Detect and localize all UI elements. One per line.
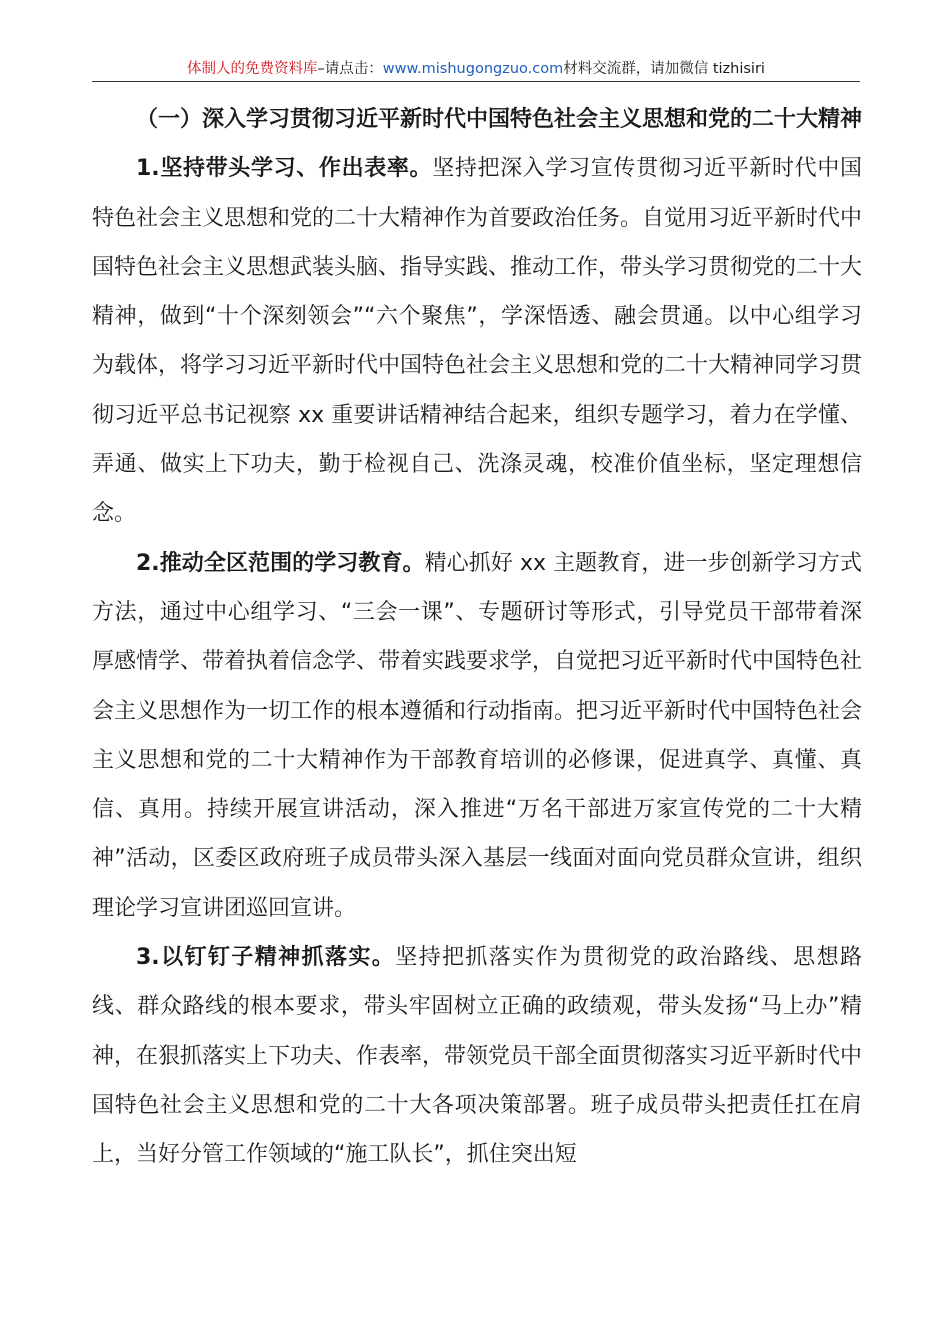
header-url-link[interactable]: www.mishugongzuo.com: [382, 61, 564, 77]
paragraph-3: [92, 933, 862, 1179]
paragraph-2: [92, 539, 862, 933]
header-divider: [92, 81, 860, 82]
paragraph-2-lead: 2.推动全区范围的学习教育。: [136, 550, 425, 576]
header-brand: 体制人的免费资料库: [187, 61, 318, 77]
header-prompt: –请点击：: [317, 61, 383, 77]
paragraph-3-body: 坚持把抓落实作为贯彻党的政治路线、思想路线、群众路线的根本要求，带头牢固树立正确的政绩观，带头发扬“马上办”精神，在狠抓落实上下功夫、作表率，带领党员干部全面贯彻落实习近平新时代中国特色社会主义思想和党的二十大各项决策部署。班子成员带头把责任扛在肩上，当好分管工作领域的“施工队长”，抓住突出短: [92, 945, 863, 1168]
paragraph-1: [92, 144, 862, 538]
section-title: （一）深入学习贯彻习近平新时代中国特色社会主义思想和党的二十大精神: [136, 107, 863, 132]
page-header: [92, 58, 860, 80]
paragraph-3-lead: 3.以钉钉子精神抓落实。: [136, 945, 396, 971]
paragraph-1-lead: 1.坚持带头学习、作出表率。: [136, 156, 433, 182]
paragraph-1-body: 坚持把深入学习宣传贯彻习近平新时代中国特色社会主义思想和党的二十大精神作为首要政治任务。自觉用习近平新时代中国特色社会主义思想武装头脑、指导实践、推动工作，带头学习贯彻党的二十大精神，做到“十个深刻领会”“六个聚焦”，学深悟透、融会贯通。以中心组学习为载体，将学习习近平新时代中国特色社会主义思想和党的二十大精神同学习贯彻习近平总书记视察 xx 重要讲话精神结合起来，组织专题学习，着力在学懂、弄通、做实上下功夫，勤于检视自己、洗涤灵魂，校准价值坐标，坚定理想信念。: [92, 156, 863, 527]
paragraph-2-body: 精心抓好 xx 主题教育，进一步创新学习方式方法，通过中心组学习、“三会一课”、专题研讨等形式，引导党员干部带着深厚感情学、带着执着信念学、带着实践要求学，自觉把习近平新时代中国特色社会主义思想作为一切工作的根本遵循和行动指南。把习近平新时代中国特色社会主义思想和党的二十大精神作为干部教育培训的必修课，促进真学、真懂、真信、真用。持续开展宣讲活动，深入推进“万名干部进万家宣传党的二十大精神”活动，区委区政府班子成员带头深入基层一线面对面向党员群众宣讲，组织理论学习宣讲团巡回宣讲。: [92, 550, 863, 921]
document-body: [92, 95, 862, 1180]
header-contact: 材料交流群，请加微信 tizhisiri: [563, 61, 765, 77]
